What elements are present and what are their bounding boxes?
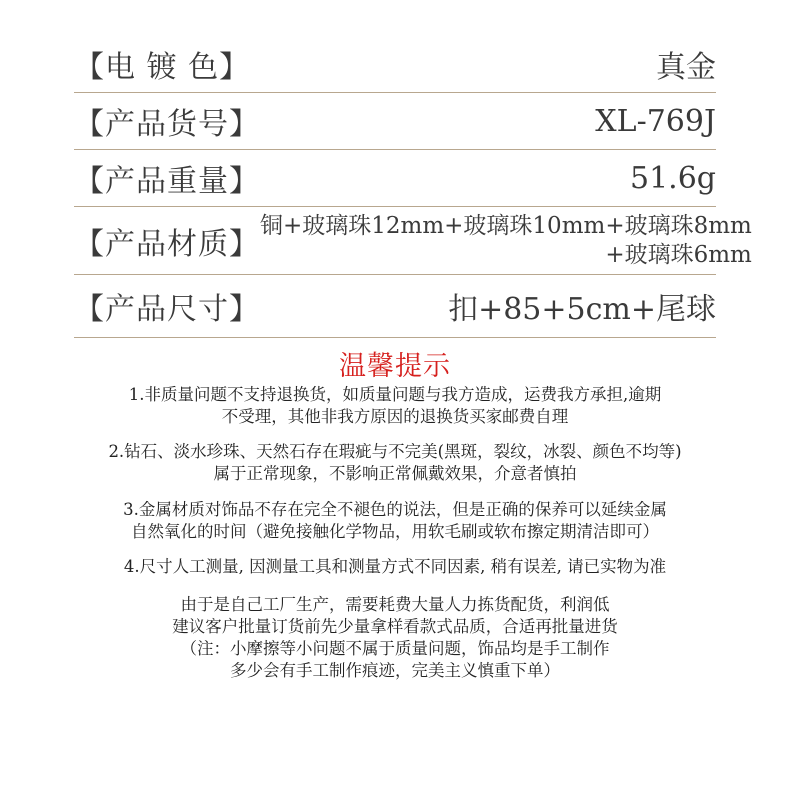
spec-value-weight: 51.6g bbox=[629, 160, 716, 196]
tip-1 bbox=[80, 384, 710, 428]
spec-value-color: 真金 bbox=[656, 50, 716, 85]
spec-label-material: 【产品材质】 bbox=[74, 226, 260, 262]
spec-value-material-line2: +玻璃珠6mm bbox=[605, 241, 752, 268]
spec-row-material bbox=[74, 207, 752, 275]
spec-label-size: 【产品尺寸】 bbox=[74, 292, 260, 327]
tip-4-line-1: 4.尺寸人工测量, 因测量工具和测量方式不同因素, 稍有误差, 请已实物为准 bbox=[123, 557, 667, 576]
spec-row-model bbox=[74, 93, 716, 150]
spec-label-weight: 【产品重量】 bbox=[74, 164, 260, 199]
notice-title: 温馨提示 bbox=[339, 351, 451, 382]
spec-value-model: XL-769J bbox=[595, 103, 716, 139]
spec-value-material-line1: 铜+玻璃珠12mm+玻璃珠10mm+玻璃珠8mm bbox=[260, 212, 752, 239]
spec-label-color: 【电 镀 色】 bbox=[74, 50, 251, 85]
spec-table bbox=[74, 36, 752, 338]
spec-label-model: 【产品货号】 bbox=[74, 107, 260, 142]
tip-5-line-2: 建议客户批量订货前先少量拿样看款式品质，合适再批量进货 bbox=[172, 617, 618, 636]
tip-5-line-4: 多少会有手工制作痕迹，完美主义慎重下单） bbox=[230, 661, 560, 680]
tip-5-line-3: （注：小摩擦等小问题不属于质量问题，饰品均是手工制作 bbox=[180, 639, 610, 658]
tip-4 bbox=[80, 556, 710, 578]
tip-1-line-2: 不受理，其他非我方原因的退换货买家邮费自理 bbox=[221, 407, 569, 426]
spec-row-color bbox=[74, 36, 716, 93]
tip-2-line-2: 属于正常现象，不影响正常佩戴效果，介意者慎拍 bbox=[213, 464, 577, 483]
tip-2-line-1: 2.钻石、淡水珍珠、天然石存在瑕疵与不完美(黑斑，裂纹，冰裂、颜色不均等) bbox=[108, 442, 682, 461]
tip-2 bbox=[80, 441, 710, 485]
spec-row-weight bbox=[74, 150, 716, 207]
tip-1-line-1: 1.非质量问题不支持退换货，如质量问题与我方造成，运费我方承担,逾期 bbox=[128, 385, 662, 404]
tip-3 bbox=[80, 499, 710, 543]
spec-row-size bbox=[74, 275, 716, 338]
spec-value-material bbox=[260, 212, 752, 270]
tip-5 bbox=[80, 594, 710, 682]
spec-value-size: 扣+85+5cm+尾球 bbox=[448, 292, 716, 327]
tip-5-line-1: 由于是自己工厂生产，需要耗费大量人力拣货配货，利润低 bbox=[180, 595, 610, 614]
tip-3-line-2: 自然氧化的时间（避免接触化学物品，用软毛刷或软布擦定期清洁即可） bbox=[131, 522, 659, 541]
tip-3-line-1: 3.金属材质对饰品不存在完全不褪色的说法，但是正确的保养可以延续金属 bbox=[123, 500, 667, 519]
